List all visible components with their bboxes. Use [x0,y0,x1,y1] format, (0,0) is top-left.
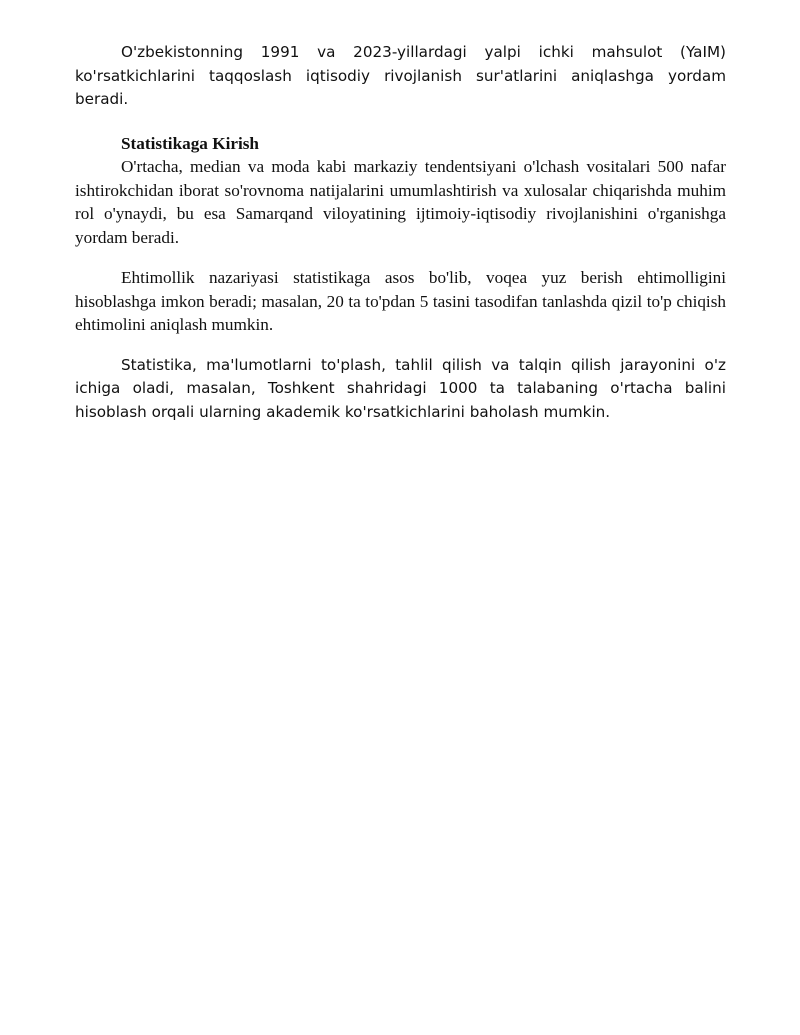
paragraph-probability: Ehtimollik nazariyasi statistikaga asos bo'lib, voqea yuz berish ehtimolligini hisoblashga imkon beradi; masalan, 20 ta to'pdan 5 tasini tasodifan tanlashda qizil to'p chiqish ehtimolini aniqlash mumkin. [75,268,726,334]
paragraph-gdp-comparison: O'zbekistonning 1991 va 2023-yillardagi yalpi ichki mahsulot (YaIM) ko'rsatkichlarini taqqoslash iqtisodiy rivojlanish sur'atlarini aniqlashga yordam beradi. [75,43,726,108]
document-body [75,41,726,424]
paragraph-central-tendency: O'rtacha, median va moda kabi markaziy tendentsiyani o'lchash vositalari 500 nafar ishtirokchidan iborat so'rovnoma natijalarini umumlashtirish va xulosalar chiqarishda muhim rol o'ynaydi, bu esa Samarqand viloyatining ijtimoiy-iqtisodiy rivojlanishini o'rganishga yordam beradi. [75,157,726,247]
section-heading: Statistikaga Kirish [121,133,259,153]
paragraph-statistics: Statistika, ma'lumotlarni to'plash, tahlil qilish va talqin qilish jarayonini o'z ichiga oladi, masalan, Toshkent shahridagi 1000 ta talabaning o'rtacha balini hisoblash orqali ularning akademik ko'rsatkichlarini baholash mumkin. [75,355,726,421]
